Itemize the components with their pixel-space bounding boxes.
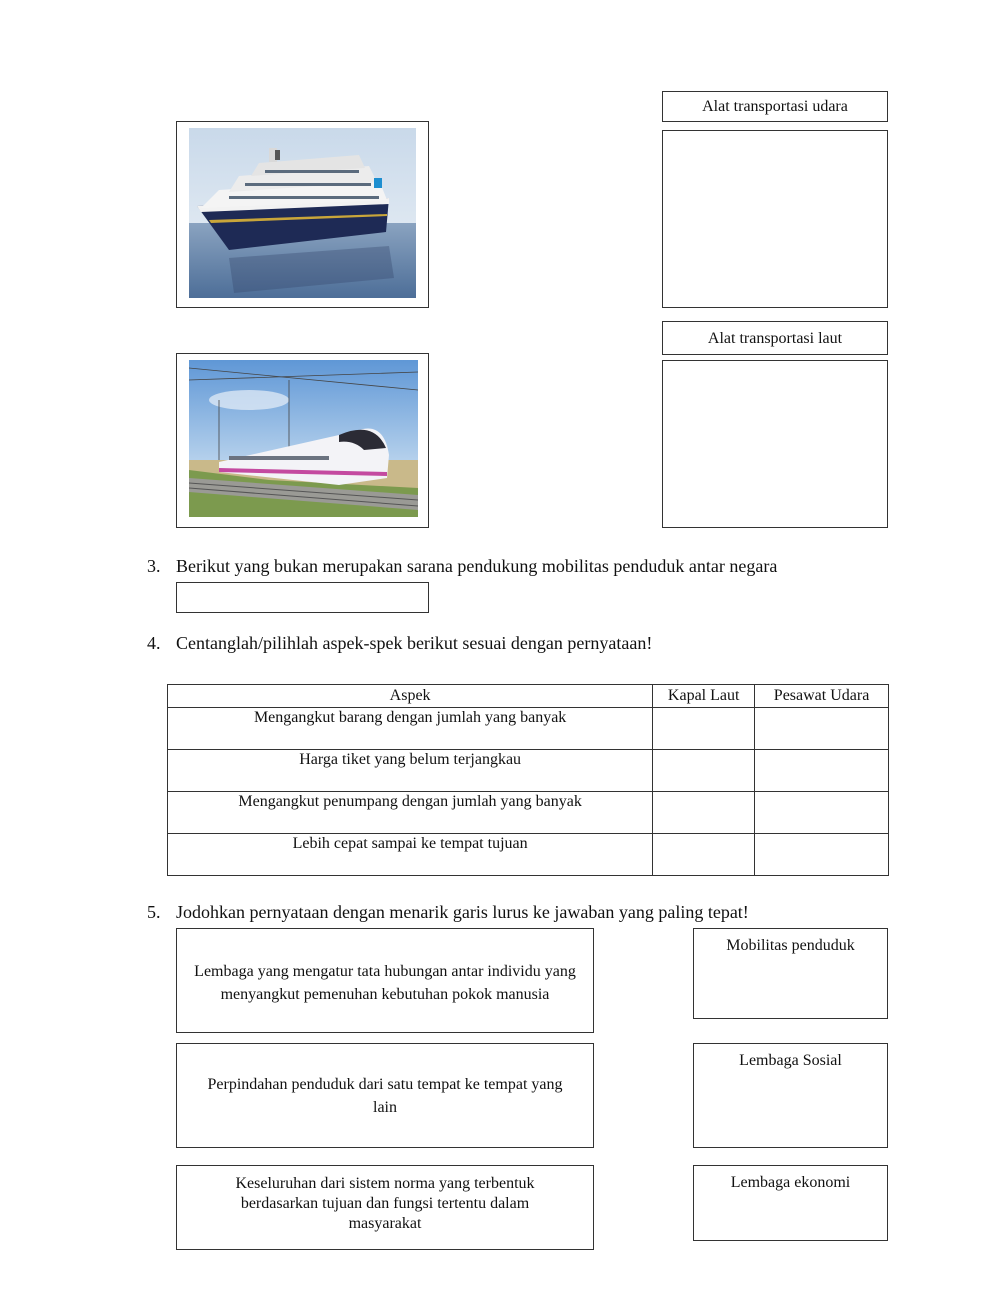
aspek-cell: Harga tiket yang belum terjangkau xyxy=(168,750,653,792)
checkbox-kapal-laut[interactable] xyxy=(653,792,755,834)
image-card-train[interactable] xyxy=(176,353,429,528)
answer-mobilitas-penduduk[interactable] xyxy=(693,928,888,1019)
label-alat-transportasi-laut[interactable] xyxy=(662,321,888,355)
statement-2-text: Perpindahan penduduk dari satu tempat ke tempat yang lain xyxy=(207,1075,563,1116)
question-4 xyxy=(147,632,907,656)
train-photo xyxy=(189,360,418,517)
checkbox-kapal-laut[interactable] xyxy=(653,708,755,750)
ship-icon xyxy=(189,128,416,298)
question-5 xyxy=(147,901,927,925)
answer-3-text: Lembaga ekonomi xyxy=(730,1174,851,1191)
label-text-udara: Alat transportasi udara xyxy=(702,98,848,115)
answer-input-question-3[interactable] xyxy=(176,582,429,613)
statement-1[interactable] xyxy=(176,928,594,1033)
statement-3[interactable] xyxy=(176,1165,594,1250)
answer-2-text: Lembaga Sosial xyxy=(739,1052,842,1069)
aspek-cell: Mengangkut penumpang dengan jumlah yang banyak xyxy=(168,792,653,834)
question-3 xyxy=(147,555,907,579)
image-card-ship[interactable] xyxy=(176,121,429,308)
question-4-text: Centanglah/pilihlah aspek-spek berikut sesuai dengan pernyataan! xyxy=(176,633,653,653)
statement-3-text: Keseluruhan dari sistem norma yang terbentuk berdasarkan tujuan dan fungsi tertentu dalam masyarakat xyxy=(235,1175,535,1232)
ship-photo xyxy=(189,128,416,298)
answer-lembaga-ekonomi[interactable] xyxy=(693,1165,888,1241)
header-kapal-laut: Kapal Laut xyxy=(653,685,755,708)
question-5-number: 5. xyxy=(147,902,161,922)
table-header-row xyxy=(168,685,889,708)
checkbox-pesawat-udara[interactable] xyxy=(755,708,889,750)
answer-1-text: Mobilitas penduduk xyxy=(726,937,855,954)
drop-zone-udara[interactable] xyxy=(662,130,888,308)
question-5-text: Jodohkan pernyataan dengan menarik garis lurus ke jawaban yang paling tepat! xyxy=(176,902,749,922)
checkbox-pesawat-udara[interactable] xyxy=(755,750,889,792)
train-icon xyxy=(189,360,418,517)
aspek-cell: Lebih cepat sampai ke tempat tujuan xyxy=(168,834,653,876)
checkbox-pesawat-udara[interactable] xyxy=(755,834,889,876)
statement-1-text: Lembaga yang mengatur tata hubungan antar individu yang menyangkut pemenuhan kebutuhan pokok manusia xyxy=(194,962,576,1003)
table-row xyxy=(168,834,889,876)
label-alat-transportasi-udara[interactable] xyxy=(662,91,888,122)
answer-lembaga-sosial[interactable] xyxy=(693,1043,888,1148)
header-pesawat-udara: Pesawat Udara xyxy=(755,685,889,708)
checkbox-kapal-laut[interactable] xyxy=(653,750,755,792)
checkbox-pesawat-udara[interactable] xyxy=(755,792,889,834)
table-row xyxy=(168,750,889,792)
aspek-cell: Mengangkut barang dengan jumlah yang banyak xyxy=(168,708,653,750)
table-row xyxy=(168,708,889,750)
checkbox-kapal-laut[interactable] xyxy=(653,834,755,876)
statement-2[interactable] xyxy=(176,1043,594,1148)
question-4-number: 4. xyxy=(147,633,161,653)
table-row xyxy=(168,792,889,834)
drop-zone-laut[interactable] xyxy=(662,360,888,528)
question-3-number: 3. xyxy=(147,556,161,576)
question-3-text: Berikut yang bukan merupakan sarana pendukung mobilitas penduduk antar negara xyxy=(176,556,778,576)
label-text-laut: Alat transportasi laut xyxy=(707,330,843,347)
aspek-table xyxy=(167,684,889,876)
header-aspek: Aspek xyxy=(168,685,653,708)
